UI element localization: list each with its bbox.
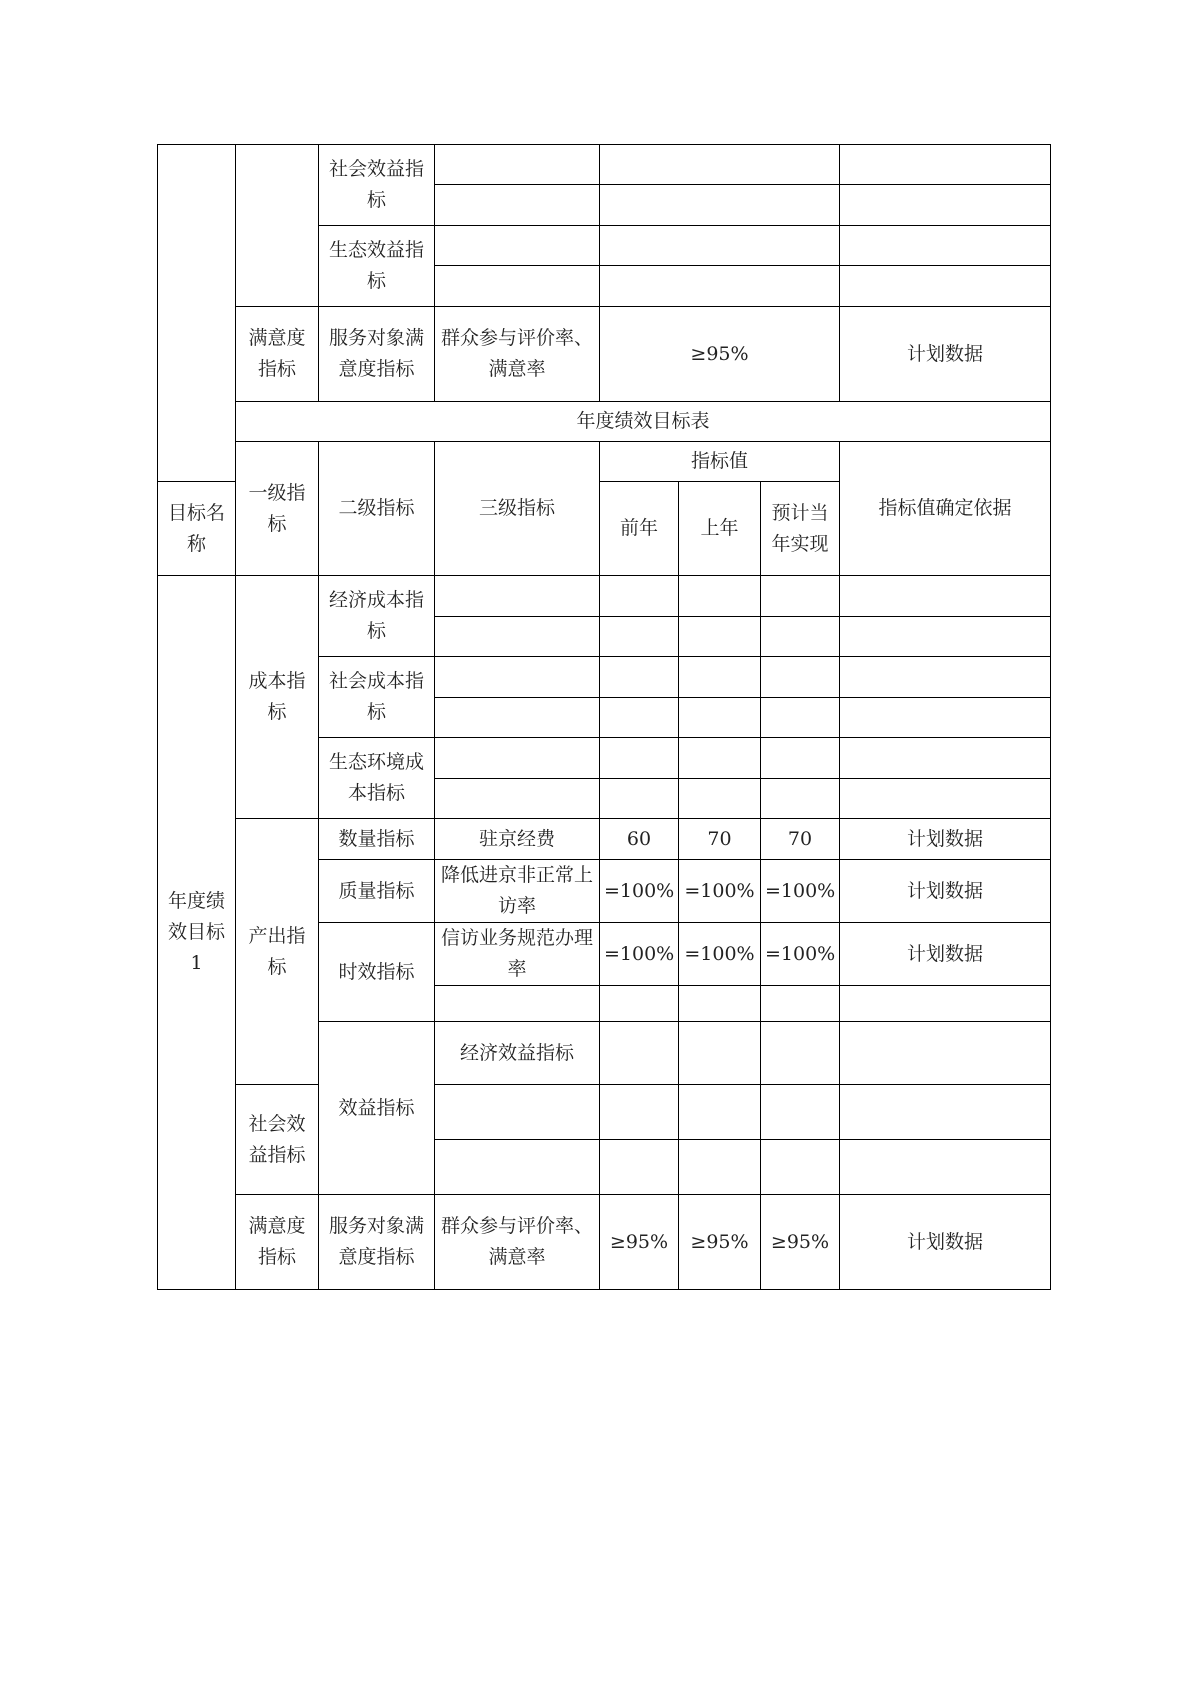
eco-env-cost-label: 生态环境成本指标 (319, 738, 435, 819)
basis-cell (840, 617, 1051, 657)
quantity-expected: 70 (761, 819, 840, 860)
basis-cell (840, 986, 1051, 1022)
timeliness-level3: 信访业务规范办理率 (435, 923, 600, 986)
prev-cell (600, 986, 679, 1022)
basis-cell (840, 738, 1051, 779)
quality-last: =100% (679, 860, 761, 923)
last-cell (679, 779, 761, 819)
last-cell (679, 657, 761, 698)
basis-cell (840, 779, 1051, 819)
satisfaction-value: ≥95% (600, 307, 840, 402)
prev-cell (600, 1140, 679, 1195)
header-level1: 一级指标 (236, 442, 319, 576)
level3-cell (435, 986, 600, 1022)
satisfaction-prev: ≥95% (600, 1195, 679, 1290)
level3-cell (435, 266, 600, 307)
quantity-level3: 驻京经费 (435, 819, 600, 860)
last-cell (679, 986, 761, 1022)
level3-cell (435, 1140, 600, 1195)
basis-cell (840, 226, 1051, 266)
social-benefit-label: 社会效益指标 (319, 145, 435, 226)
expected-cell (840, 1022, 1051, 1085)
quantity-prev: 60 (600, 819, 679, 860)
value-cell (600, 145, 840, 185)
quantity-basis: 计划数据 (840, 819, 1051, 860)
level3-cell (435, 185, 600, 226)
satisfaction-basis: 计划数据 (840, 307, 1051, 402)
prev-cell (600, 617, 679, 657)
timeliness-label: 时效指标 (319, 923, 435, 1022)
output-indicator-label: 产出指标 (236, 819, 319, 1085)
last-cell (679, 698, 761, 738)
last-cell (679, 617, 761, 657)
cost-indicator-label: 成本指标 (236, 576, 319, 819)
level3-cell (435, 1085, 600, 1140)
satisfaction-last: ≥95% (679, 1195, 761, 1290)
quality-basis: 计划数据 (840, 860, 1051, 923)
level3-cell (435, 657, 600, 698)
timeliness-last: =100% (679, 923, 761, 986)
performance-target-table (157, 144, 1051, 1290)
level3-cell (435, 738, 600, 779)
header-basis: 指标值确定依据 (840, 442, 1051, 576)
header-last-year: 上年 (679, 482, 761, 576)
level1-cell-top (236, 145, 319, 307)
satisfaction-level2: 服务对象满意度指标 (319, 1195, 435, 1290)
benefit-indicator-label: 效益指标 (319, 1022, 435, 1195)
prev-cell (600, 698, 679, 738)
basis-cell (840, 657, 1051, 698)
quality-prev: =100% (600, 860, 679, 923)
social-benefit-label: 社会效益指标 (236, 1085, 319, 1195)
basis-cell (840, 576, 1051, 617)
satisfaction-basis: 计划数据 (840, 1195, 1051, 1290)
satisfaction-indicator-label: 满意度指标 (236, 1195, 319, 1290)
last-cell (679, 576, 761, 617)
header-level2: 二级指标 (319, 442, 435, 576)
economic-benefit-label: 经济效益指标 (435, 1022, 600, 1085)
satisfaction-level1-label: 满意度指标 (236, 307, 319, 402)
quality-level3: 降低进京非正常上访率 (435, 860, 600, 923)
prev-cell (600, 738, 679, 779)
last-cell (679, 738, 761, 779)
last-cell (679, 1140, 761, 1195)
prev-cell (679, 1022, 761, 1085)
level3-cell (435, 145, 600, 185)
last-cell (761, 1022, 840, 1085)
timeliness-basis: 计划数据 (840, 923, 1051, 986)
basis-cell (840, 1085, 1051, 1140)
value-cell (600, 226, 840, 266)
basis-cell (840, 145, 1051, 185)
expected-cell (761, 617, 840, 657)
prev-cell (600, 779, 679, 819)
header-expected: 预计当年实现 (761, 482, 840, 576)
expected-cell (761, 1085, 840, 1140)
value-cell (600, 266, 840, 307)
header-prev-year: 前年 (600, 482, 679, 576)
quantity-last: 70 (679, 819, 761, 860)
value-cell (600, 185, 840, 226)
expected-cell (761, 738, 840, 779)
level3-cell (435, 576, 600, 617)
prev-cell (600, 1085, 679, 1140)
basis-cell (840, 698, 1051, 738)
social-cost-label: 社会成本指标 (319, 657, 435, 738)
last-cell (679, 1085, 761, 1140)
basis-cell (840, 185, 1051, 226)
expected-cell (761, 1140, 840, 1195)
ecological-benefit-label: 生态效益指标 (319, 226, 435, 307)
expected-cell (761, 779, 840, 819)
header-indicator-value: 指标值 (600, 442, 840, 482)
quality-expected: =100% (761, 860, 840, 923)
level3-cell (600, 1022, 679, 1085)
expected-cell (761, 576, 840, 617)
header-goal-name: 目标名称 (158, 482, 236, 576)
basis-cell (840, 1140, 1051, 1195)
satisfaction-level3: 群众参与评价率、满意率 (435, 1195, 600, 1290)
timeliness-prev: =100% (600, 923, 679, 986)
quantity-label: 数量指标 (319, 819, 435, 860)
satisfaction-level3-label: 群众参与评价率、满意率 (435, 307, 600, 402)
economic-cost-label: 经济成本指标 (319, 576, 435, 657)
expected-cell (761, 986, 840, 1022)
timeliness-expected: =100% (761, 923, 840, 986)
level3-cell (435, 617, 600, 657)
expected-cell (761, 698, 840, 738)
basis-cell (840, 266, 1051, 307)
satisfaction-expected: ≥95% (761, 1195, 840, 1290)
satisfaction-level2-label: 服务对象满意度指标 (319, 307, 435, 402)
header-level3: 三级指标 (435, 442, 600, 576)
level3-cell (435, 779, 600, 819)
level3-cell (435, 698, 600, 738)
quality-label: 质量指标 (319, 860, 435, 923)
goal-name-cell-top (158, 145, 236, 482)
annual-goal-name: 年度绩效目标1 (158, 576, 236, 1290)
level3-cell (435, 226, 600, 266)
expected-cell (761, 657, 840, 698)
prev-cell (600, 657, 679, 698)
prev-cell (600, 576, 679, 617)
annual-table-title: 年度绩效目标表 (236, 402, 1051, 442)
